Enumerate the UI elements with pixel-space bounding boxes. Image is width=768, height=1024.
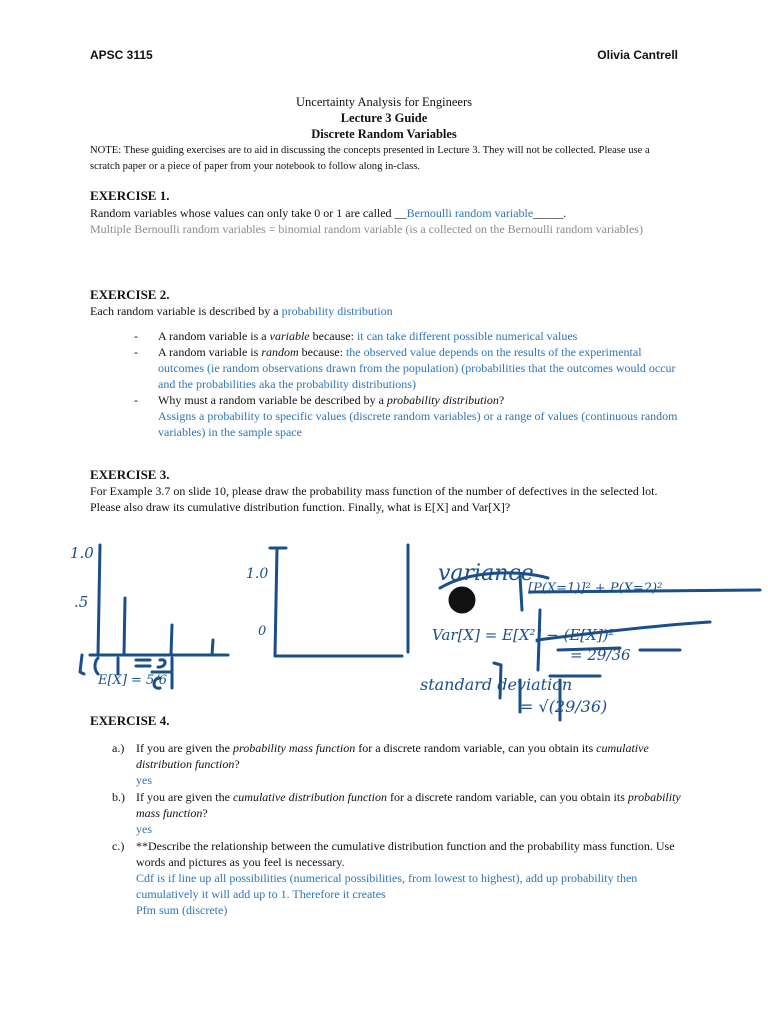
bullet-2-italic: random — [261, 345, 299, 359]
bullet-3-italic: probability distribution — [386, 393, 499, 407]
exercise-1-answer: Bernoulli random variable — [406, 206, 534, 220]
std-value: = √(29/36) — [520, 697, 608, 716]
bullet-1-text: A random variable is a — [158, 329, 270, 343]
exercise-3-prompt: For Example 3.7 on slide 10, please draw the probability mass function of the number of defectives in the selected lot. Please also draw its cumulative distribution function. Finally, what is E[X] and Var[X]? — [90, 484, 658, 514]
bullet-1-answer: it can take different possible numerical values — [356, 329, 578, 343]
exercise-1-heading: EXERCISE 1. — [90, 188, 170, 203]
variance-result: = 29/36 — [570, 646, 631, 664]
student-name: Olivia Cantrell — [597, 48, 678, 62]
course-title: Uncertainty Analysis for Engineers — [296, 95, 472, 109]
std-label: standard deviation — [420, 675, 573, 694]
question-b-answer: yes — [136, 822, 152, 836]
pmf-sketch — [80, 545, 228, 688]
question-c-label: c.) — [112, 839, 125, 853]
expected-value: E[X] = 5/6 — [98, 673, 167, 688]
question-a-text: If you are given the — [136, 741, 233, 755]
variance-label: variance — [438, 561, 534, 586]
exercise-2-heading: EXERCISE 2. — [90, 287, 170, 302]
bullet-3-post: ? — [498, 393, 505, 407]
cdf-sketch — [270, 545, 408, 656]
question-c-answer-2: Pfm sum (discrete) — [136, 903, 228, 917]
exercise-1-prompt-start: Random variables whose values can only take 0 or 1 are called __ — [90, 206, 407, 220]
question-b-label: b.) — [112, 790, 125, 804]
question-a-mid: for a discrete random variable, can you obtain its — [355, 741, 597, 755]
bullet-1-italic: variable — [269, 329, 310, 343]
pmf-y-label-1: 1.0 — [70, 544, 94, 562]
question-b-post: ? — [202, 806, 208, 820]
exercise-2-prompt-text: Each random variable is described by a — [90, 304, 282, 318]
question-a-italic-2: cumulative distribution function — [136, 741, 649, 771]
cdf-y-label-1: 1.0 — [246, 566, 269, 582]
bullet-1-post: because: — [309, 329, 357, 343]
question-a-answer: yes — [136, 773, 152, 787]
bullet-2-post: because: — [298, 345, 346, 359]
variance-formula-1: [P(X=1)]² + P(X=2)² — [528, 581, 663, 596]
exercise-1-note: Multiple Bernoulli random variables = binomial random variable (is a collected on the Bernoulli random variables) — [90, 222, 643, 236]
pmf-y-label-2: .5 — [74, 593, 89, 611]
topic-title: Discrete Random Variables — [311, 127, 457, 141]
bullet-3-answer: Assigns a probability to specific values (discrete random variables) or a range of values (continuous random variables) in the sample space — [158, 409, 678, 439]
instructions-note: NOTE: These guiding exercises are to aid in discussing the concepts presented in Lecture 3. They will not be collected. Please use a scratch paper or a piece of paper from your notebook to follow along in-class. — [90, 145, 650, 172]
question-c-text: **Describe the relationship between the cumulative distribution function and the probability mass function. Use words and pictures as you feel is necessary. — [136, 839, 675, 869]
course-code: APSC 3115 — [90, 48, 153, 62]
bullet-3-text: Why must a random variable be described by a — [158, 393, 387, 407]
lecture-title: Lecture 3 Guide — [340, 111, 428, 125]
bullet-2-text: A random variable is — [158, 345, 262, 359]
exercise-4-heading: EXERCISE 4. — [90, 713, 170, 728]
question-b-text: If you are given the — [136, 790, 233, 804]
variance-formula-2: Var[X] = E[X²] − (E[X])² — [432, 626, 615, 644]
exercise-2-answer: probability distribution — [281, 304, 393, 318]
question-b-italic-2: probability mass function — [136, 790, 681, 820]
exercise-1-prompt-end: _____. — [533, 206, 567, 220]
question-a-label: a.) — [112, 741, 125, 755]
bullet-2-answer: the observed value depends on the results of the experimental outcomes (ie random observations drawn from the population) (probabilities that the outcomes would occur and the probabilities aka the probability distributions) — [158, 345, 676, 391]
cdf-y-label-2: 0 — [258, 624, 267, 639]
question-a-italic-1: probability mass function — [232, 741, 356, 755]
document-page: APSC 3115 Olivia Cantrell Uncertainty Analysis for Engineers Lecture 3 Guide Discrete Random Variables NOTE: These guiding exercises are to aid in discussing the concepts presented in Lecture 3. They will not be collected. Please use a scratch paper or a piece of paper from your notebook to follow along in-class. EXERCISE 1. Random variables whose values can only take 0 or 1 are called __Bernoulli random variable_____. Multiple Bernoulli random variables = binomial random variable (is a collected on the Bernoulli random variables) EXERCISE 2. Each random variable is described by a probability distribution - A random variable is a variable because: it can take different possible numerical values - A random variable is random because: the observed value depends on the results of the experimental outcomes (ie random observations drawn from the population) (probabilities that the outcomes would occur and the probabilities aka the probability distributions) - Why must a random variable be described by a probability distribution? Assigns a probability to specific values (discrete random variables) or a range of values (continuous random variables) in the sample space EXERCISE 3. For Example 3.7 on slide 10, please draw the probability mass function of the number of defectives in the selected lot. Please also draw its cumulative distribution function. Finally, what is E[X] and Var[X]? 1.0 .5 E[X] = 5/6 1.0 0 variance [P(X=1)]² + P(X=2)² Var[X] = E[X²] − (E[X])² = 29/36 standard deviation = √(29/36) EXERCISE 4. a.) If you are given the probability mass function for a discrete random variable, can you obtain its cumulative distribution function? yes b.) If you are given the cumulative distribution function for a discrete random variable, can you obtain its probability mass function? yes c.) **Describe the relationship between the cumulative distribution function and the probability mass function. Use words and pictures as you feel is necessary. Cdf is if line up all possibilities (numerical possibilities, from lowest to highest), add up probability then cumulatively it will add up to 1. Therefore it creates Pfm sum (discrete) — [0, 0, 768, 1024]
question-b-mid: for a discrete random variable, can you obtain its — [386, 790, 628, 804]
question-b-italic-1: cumulative distribution function — [232, 790, 387, 804]
question-c-answer: Cdf is if line up all possibilities (numerical possibilities, from lowest to highest), add up probability then cumulatively it will add up to 1. Therefore it creates — [136, 871, 638, 901]
question-a-post: ? — [234, 757, 240, 771]
exercise-3-heading: EXERCISE 3. — [90, 467, 170, 482]
